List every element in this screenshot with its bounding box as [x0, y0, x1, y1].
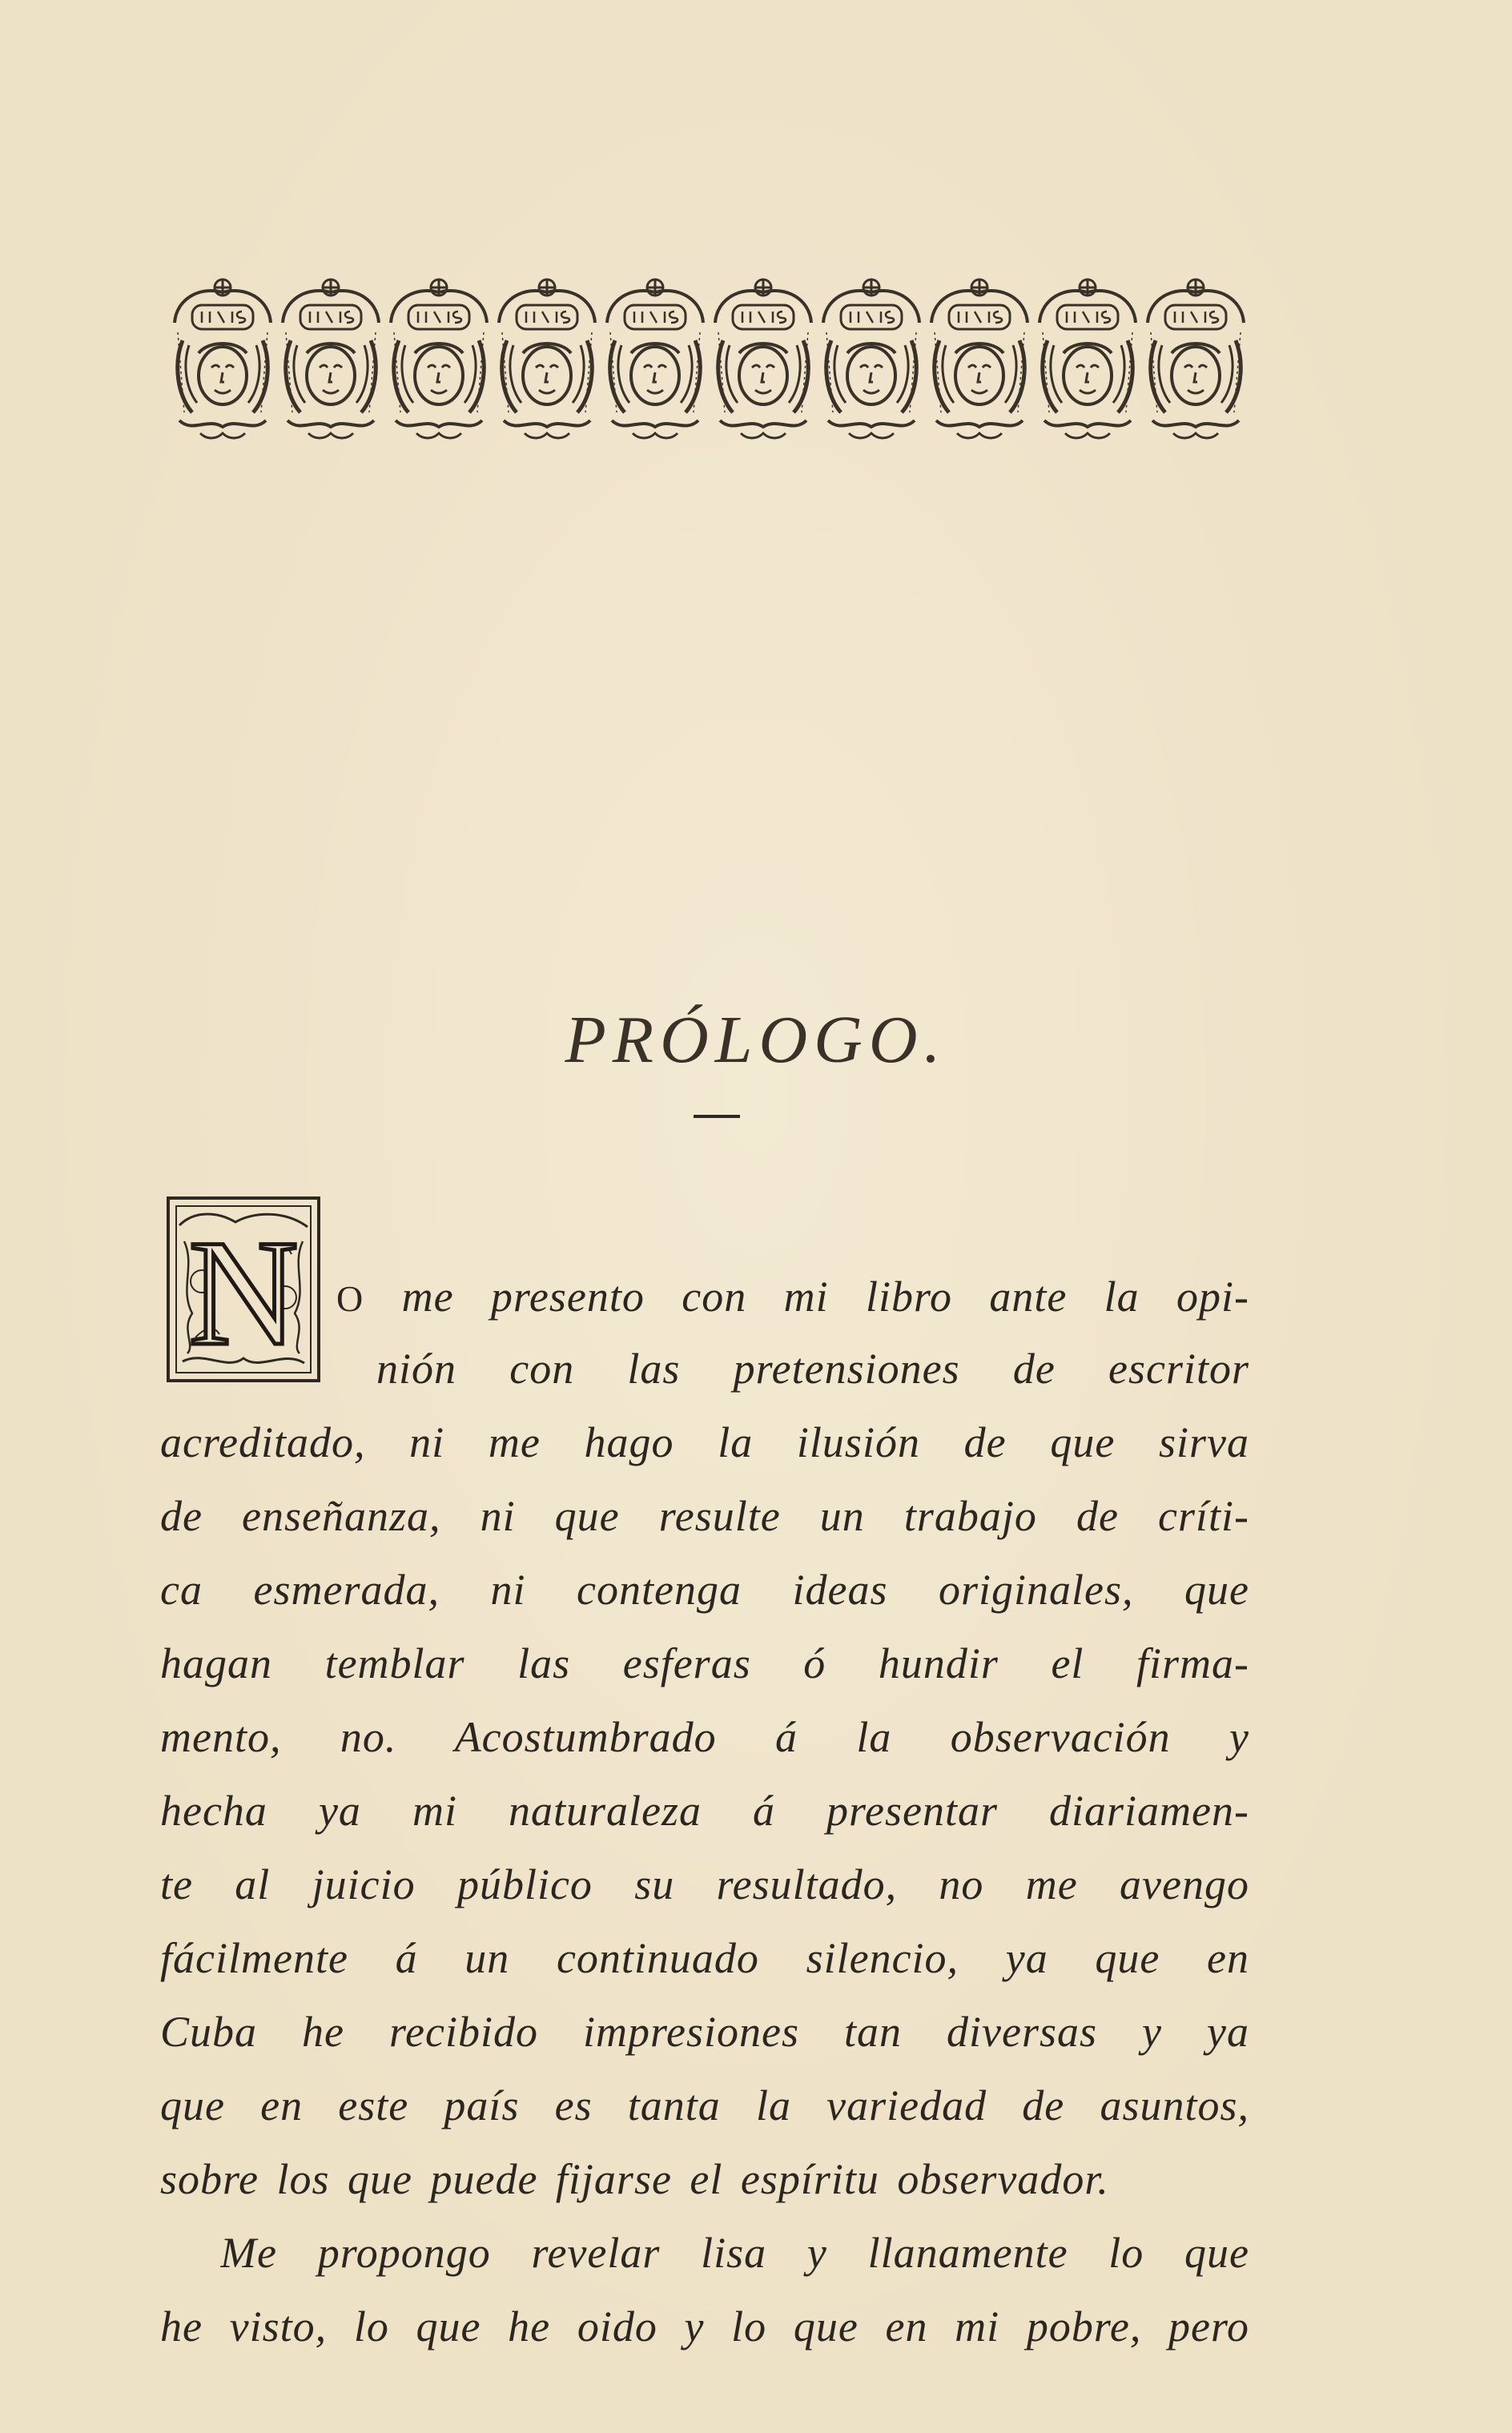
text-line: sobre los que puede fijarse el espíritu observador. — [160, 2155, 1109, 2203]
text-line-body: me presento con mi libro ante la opi- — [364, 1273, 1249, 1321]
text-line: hagan temblar las esferas ó hundir el firma- — [160, 1639, 1249, 1687]
ornament-unit — [175, 279, 271, 438]
ornament-unit — [1148, 279, 1244, 438]
text-line: ca esmerada, ni contenga ideas originales, que — [160, 1566, 1249, 1614]
text-line: he visto, lo que he oido y lo que en mi pobre, pero — [160, 2302, 1249, 2351]
text-line: Me propongo revelar lisa y llanamente lo que — [220, 2229, 1249, 2277]
text-line: de enseñanza, ni que resulte un trabajo de críti- — [160, 1492, 1249, 1540]
dropcap-ornament — [163, 1193, 324, 1385]
text-line: mento, no. Acostumbrado á la observación y — [160, 1713, 1249, 1761]
text-line: acreditado, ni me hago la ilusión de que sirva — [160, 1418, 1249, 1466]
page-title: PRÓLOGO. — [565, 1003, 947, 1077]
text-line: te al juicio público su resultado, no me avengo — [160, 1860, 1249, 1908]
decorative-header-ornament — [168, 276, 1254, 452]
text-line: hecha ya mi naturaleza á presentar diariamen- — [160, 1787, 1249, 1835]
ornament-unit — [607, 279, 703, 438]
title-rule — [694, 1115, 740, 1118]
ornament-unit — [283, 279, 379, 438]
text-line: Cuba he recibido impresiones tan diversas y ya — [160, 2008, 1249, 2056]
ornament-unit — [931, 279, 1027, 438]
text-line: que en este país es tanta la variedad de asuntos, — [160, 2081, 1249, 2129]
ornament-unit — [715, 279, 811, 438]
text-line — [336, 1261, 1249, 1333]
ornament-unit — [823, 279, 919, 438]
dropcap-continuation: O — [336, 1278, 365, 1319]
ornament-unit — [499, 279, 595, 438]
ornament-unit — [1040, 279, 1136, 438]
text-line: fácilmente á un continuado silencio, ya que en — [160, 1934, 1249, 1982]
text-line: nión con las pretensiones de escritor — [376, 1345, 1249, 1393]
ornament-unit — [391, 279, 487, 438]
dropcap-letter: N — [188, 1209, 299, 1377]
